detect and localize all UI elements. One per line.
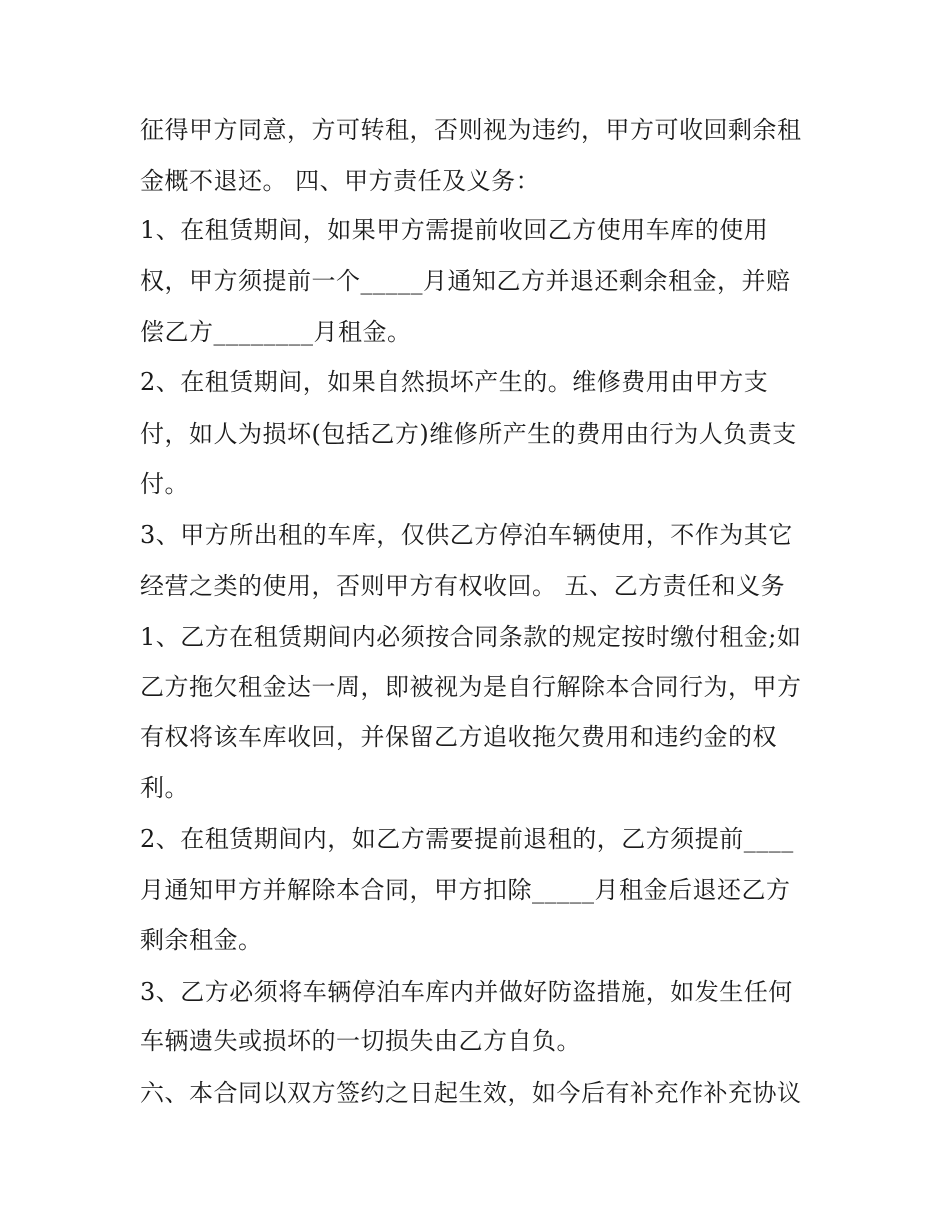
text-line: 车辆遗失或损坏的一切损失由乙方自负。 [140,1027,581,1055]
text-line: 剩余租金。 [140,926,263,954]
text-line: 3、甲方所出租的车库，仅供乙方停泊车辆使用，不作为其它 [140,521,793,549]
text-line: 乙方拖欠租金达一周，即被视为是自行解除本合同行为，甲方 [140,673,802,701]
text-line: 经营之类的使用，否则甲方有权收回。 五、乙方责任和义务 [140,572,786,600]
text-line: 3、乙方必须将车辆停泊车库内并做好防盗措施，如发生任何 [140,978,793,1006]
text-line: 2、在租赁期间内，如乙方需要提前退租的，乙方须提前____ [140,825,794,853]
text-line: 月通知甲方并解除本合同，甲方扣除_____月租金后退还乙方 [140,876,791,904]
text-line: 有权将该车库收回，并保留乙方追收拖欠费用和违约金的权 [140,723,777,751]
text-line: 利。 [140,774,189,802]
text-line: 1、在租赁期间，如果甲方需提前收回乙方使用车库的使用 [140,216,769,244]
text-line: 征得甲方同意，方可转租，否则视为违约，甲方可收回剩余租 [140,116,802,144]
text-line: 2、在租赁期间，如果自然损坏产生的。维修费用由甲方支 [140,368,769,396]
text-line: 偿乙方________月租金。 [140,318,412,346]
text-line: 付。 [140,470,189,498]
text-line: 付，如人为损坏(包括乙方)维修所产生的费用由行为人负责支 [140,420,797,448]
text-line: 1、乙方在租赁期间内必须按合同条款的规定按时缴付租金;如 [140,623,802,651]
text-line: 金概不退还。 四、甲方责任及义务： [140,167,541,195]
text-line: 权，甲方须提前一个_____月通知乙方并退还剩余租金，并赔 [140,267,791,295]
text-line: 六、本合同以双方签约之日起生效，如今后有补充作补充协议 [140,1079,802,1107]
